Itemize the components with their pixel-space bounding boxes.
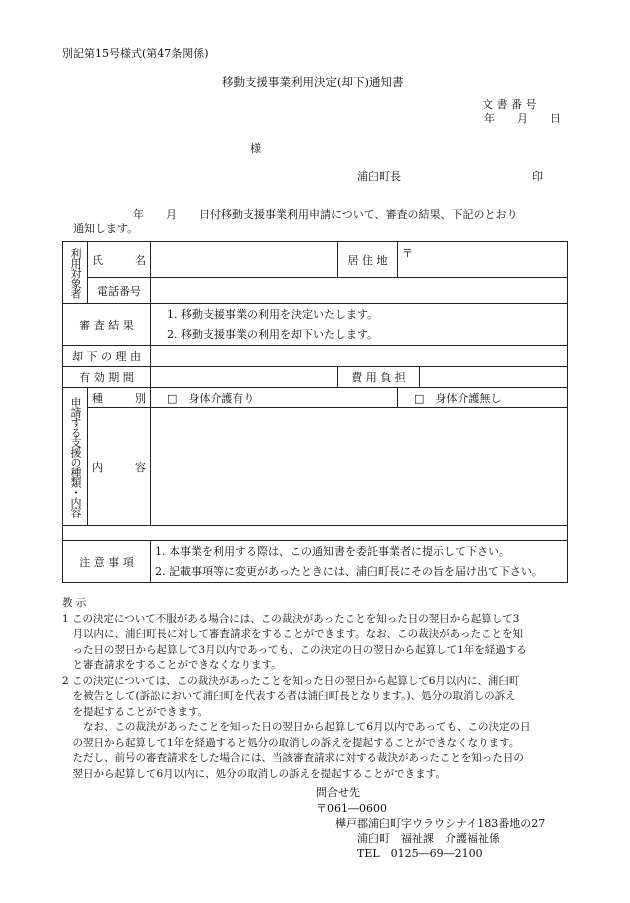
reject-reason-field[interactable] — [151, 346, 568, 367]
phone-label: 電話番号 — [88, 278, 151, 304]
instruction-line: 1 この決定について不服がある場合には、この裁決があったことを知った日の翌日から起算して3 — [62, 612, 520, 625]
note-item-1: 1. 本事業を利用する際は、この通知書を委託事業者に提示して下さい。 — [155, 544, 510, 558]
instruction-line: なお、この裁決があったことを知った日の翌日から起算して6月以内であっても、この決定の日 — [62, 721, 531, 733]
instructions-section — [62, 596, 530, 782]
document-title: 移動支援事業利用決定(却下)通知書 — [222, 75, 404, 89]
instruction-line: ただし、前号の審査請求をした場合には、当該審査請求に対する裁決があったことを知った日の — [62, 752, 524, 764]
contact-phone: TEL 0125―69―2100 — [357, 847, 483, 860]
document-number-label: 文 書 番 号 — [482, 98, 537, 111]
name-field[interactable] — [151, 242, 338, 278]
note-item-2: 2. 記載事項等に変更があったときには、浦臼町長にその旨を届け出て下さい。 — [155, 564, 543, 578]
address-label: 居 住 地 — [338, 242, 398, 278]
valid-period-field[interactable] — [151, 367, 338, 388]
contact-postal: 〒061―0600 — [316, 802, 387, 815]
checkbox-with-physical-care[interactable]: □ 身体介護有り — [151, 388, 398, 408]
review-option-reject[interactable]: 2. 移動支援事業の利用を却下いたします。 — [167, 327, 379, 341]
instruction-line: の翌日から起算して1年を経過すると処分の取消しの訴えを提起することができなくなります。 — [62, 736, 520, 749]
review-result-label: 審 査 結 果 — [63, 304, 151, 346]
instruction-line: った日の翌日から起算して3月以内であっても、この決定の日の翌日から起算して1年を経過する — [62, 643, 527, 656]
name-label: 氏 名 — [88, 242, 151, 278]
review-option-approve[interactable]: 1. 移動支援事業の利用を決定いたします。 — [167, 307, 379, 321]
address-field[interactable] — [398, 242, 568, 278]
instruction-line: を提起することができます。 — [62, 705, 209, 718]
notification-form-table — [62, 241, 568, 583]
postal-mark: 〒 — [402, 247, 413, 260]
phone-field[interactable] — [151, 278, 568, 304]
form-reference: 別記第15号様式(第47条関係) — [62, 47, 209, 60]
checkbox-without-physical-care[interactable]: □ 身体介護無し — [398, 388, 568, 408]
intro-line-2: 通知します。 — [73, 222, 139, 235]
instruction-paragraph-2 — [62, 674, 530, 783]
review-result-options — [151, 304, 568, 346]
instruction-line: と審査請求をすることができなくなります。 — [62, 659, 282, 671]
notes-content — [151, 541, 568, 583]
instructions-heading: 教 示 — [62, 597, 87, 609]
instruction-line: 翌日から起算して6月以内に、処分の取消しの訴えを提起することができます。 — [62, 767, 446, 780]
intro-line-1: 年 月 日付移動支援事業利用申請について、審査の結果、下記のとおり — [133, 208, 518, 221]
service-type-label: 種 別 — [88, 388, 151, 408]
service-content-field[interactable] — [151, 408, 568, 526]
instruction-line: 月以内に、浦臼町長に対して審査請求をすることができます。なお、この裁決があったことを知 — [62, 628, 524, 640]
issue-date-label: 年 月 日 — [484, 112, 561, 125]
valid-period-label: 有 効 期 間 — [63, 367, 151, 388]
instruction-line: を被告として(訴訟において浦臼町を代表する者は浦臼町長となります。)、処分の取消しの訴え — [62, 690, 516, 702]
contact-address: 樺戸郡浦臼町字ウラウシナイ183番地の27 — [335, 817, 546, 830]
reject-reason-label: 却 下 の 理 由 — [63, 346, 151, 367]
notes-label: 注 意 事 項 — [63, 541, 151, 583]
contact-heading: 問合せ先 — [316, 786, 360, 799]
instruction-paragraph-1 — [62, 612, 530, 674]
cost-burden-label: 費 用 負 担 — [338, 367, 420, 388]
service-content-label: 内 容 — [88, 408, 151, 526]
cost-burden-field[interactable] — [420, 367, 568, 388]
spacer-row — [63, 526, 568, 541]
addressee-suffix: 様 — [250, 142, 261, 155]
instruction-line: 2 この決定については、この裁決があったことを知った日の翌日から起算して6月以内に、浦臼町 — [62, 674, 520, 687]
service-group-label: 申請する支援の種類・内容 — [63, 388, 88, 526]
subject-group-label: 利用対象者 — [63, 242, 88, 304]
contact-department: 浦臼町 福祉課 介護福祉係 — [357, 832, 500, 845]
issuer-name: 浦臼町長 — [357, 170, 401, 183]
seal-mark: 印 — [532, 170, 543, 183]
